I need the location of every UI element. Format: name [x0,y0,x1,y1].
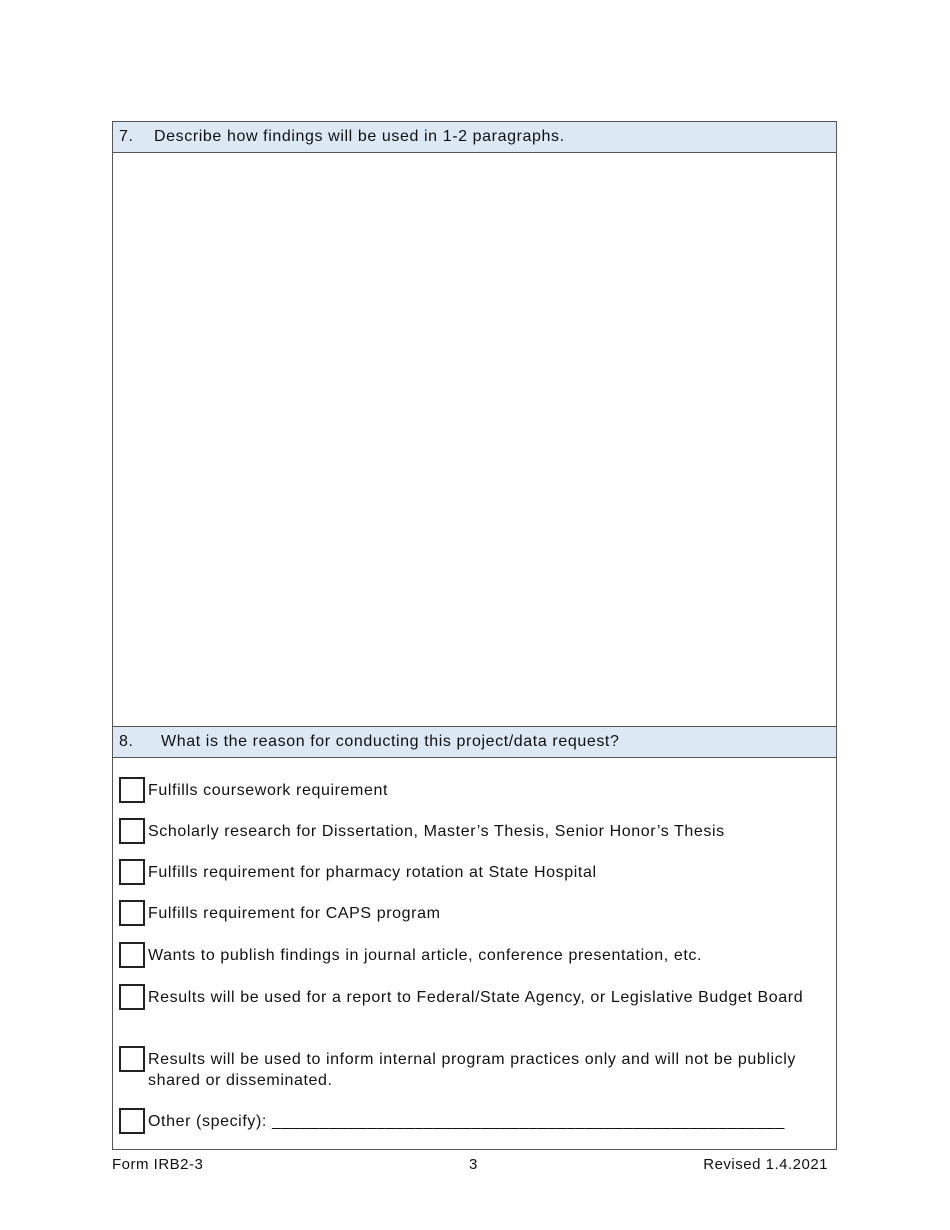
option-label: Results will be used to inform internal program practices only and will not be publicly shared or disseminated. [148,1051,797,1089]
footer-page-number: 3 [469,1156,478,1173]
option-label: Wants to publish findings in journal article, conference presentation, etc. [148,947,703,964]
question-7-number: 7. [119,128,134,145]
question-8-text: What is the reason for conducting this project/data request? [161,733,620,750]
checkbox-coursework[interactable] [119,777,145,803]
checkbox-internal-practices[interactable] [119,1046,145,1072]
option-label: Fulfills coursework requirement [148,782,389,799]
option-label: Other (specify): ______________________________________________________ [148,1113,785,1130]
question-8-number: 8. [119,733,134,750]
question-7-header [113,122,836,153]
checkbox-pharmacy-rotation[interactable] [119,859,145,885]
option-label: Fulfills requirement for pharmacy rotation at State Hospital [148,864,597,881]
checkbox-publish[interactable] [119,942,145,968]
option-label: Fulfills requirement for CAPS program [148,905,441,922]
footer-revision: Revised 1.4.2021 [703,1156,828,1173]
checkbox-caps-program[interactable] [119,900,145,926]
footer-form-id: Form IRB2-3 [112,1156,204,1173]
option-label: Results will be used for a report to Federal/State Agency, or Legislative Budget Board [148,989,804,1006]
question-8-header [113,726,836,758]
irb-form-section [112,121,837,1150]
question-7-text: Describe how findings will be used in 1-2 paragraphs. [154,128,565,145]
checkbox-scholarly-research[interactable] [119,818,145,844]
option-label: Scholarly research for Dissertation, Master’s Thesis, Senior Honor’s Thesis [148,823,725,840]
checkbox-other[interactable] [119,1108,145,1134]
checkbox-agency-report[interactable] [119,984,145,1010]
question-7-answer-area[interactable] [113,153,836,726]
